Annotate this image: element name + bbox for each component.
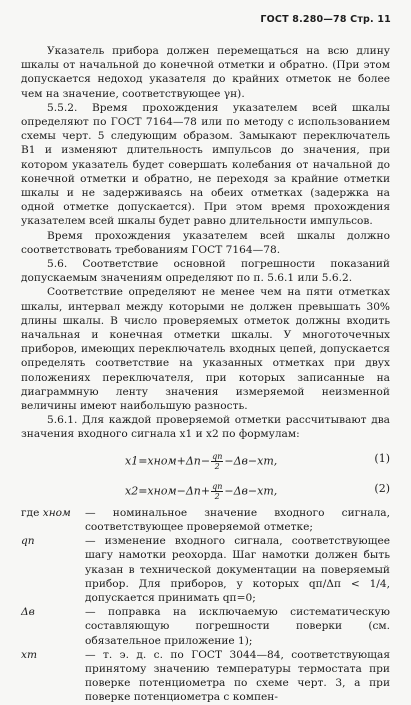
formula-2 (21, 476, 390, 502)
definition-symbol: xт (21, 648, 38, 661)
formula-number: (1) (374, 451, 390, 465)
formula-expression: x2=xном−Δп+ $\frac{qп}{2}$ −Δв−xт, (125, 481, 278, 501)
paragraph: Указатель прибора должен перемещаться на всю длину шкалы от начальной до конечной отметки и обратно. (При этом допускается недоход указателя до крайних отметок не более чем на значение, соответствующее γн). (21, 45, 390, 100)
paragraph: 5.6. Соответствие основной погрешности показаний допускаемым значениям определяют по п. 5.6.1 или 5.6.2. (21, 258, 390, 285)
definition-text: — т. э. д. с. по ГОСТ 3044—84, соответствующая принятому значению температуры термостата при поверке потенциометра по схеме черт. 3, а при поверке потенциометра с компен- (85, 648, 390, 704)
document-body (21, 44, 390, 705)
paragraph: 5.5.2. Время прохождения указателем всей шкалы определяют по ГОСТ 7164—78 или по методу с использованием схемы черт. 5 следующим образом. Замыкают переключатель B1 и изменяют длительность импульсов до значения, при котором указатель будет совершать колебания от начальной до конечной отметки и обратно, не переходя за крайние отметки шкалы и не задерживаясь на обеих отметках (задержка на одной отметке допускается). При этом время прохождения указателем всей шкалы будет равно длительности импульсов. (21, 101, 390, 228)
formula-expression: x1=xном+Δп− $\frac{qп}{2}$ −Δв−xт, (125, 451, 278, 471)
definition-item (21, 605, 390, 648)
paragraph: Соответствие определяют не менее чем на пяти отметках шкалы, интервал между которыми не должен превышать 30% длины шкалы. В число проверяемых отметок должны входить начальная и конечная отметки шкалы. У многоточечных приборов, имеющих переключатель входных цепей, допускается определять соответствие на указанных отметках при двух положениях переключателя, при которых записанные на диаграммную ленту значения измеряемой неизменной величины имеют наибольшую разность. (21, 286, 390, 413)
fraction: $\frac{qп}{2}$ (212, 481, 223, 501)
definition-text: — номинальное значение входного сигнала, соответствующее проверяемой отметке; (85, 506, 390, 533)
definition-symbol: Δв (21, 606, 35, 619)
page-header: ГОСТ 8.280—78 Стр. 11 (260, 14, 391, 25)
definition-text: — поправка на исключаемую систематическую составляющую погрешности поверки (см. обязательное приложение 1); (85, 606, 390, 647)
definition-item (21, 534, 390, 605)
paragraph: Время прохождения указателем всей шкалы должно соответствовать требованиям ГОСТ 7164—78. (21, 229, 390, 256)
formula-number: (2) (374, 481, 390, 495)
paragraph: 5.6.1. Для каждой проверяемой отметки рассчитывают два значения входного сигнала x1 и x2 по формулам: (21, 414, 390, 441)
fraction: $\frac{qп}{2}$ (212, 451, 223, 471)
formula-1 (21, 446, 390, 472)
definition-symbol: qп (21, 535, 35, 548)
definition-text: — изменение входного сигнала, соответствующее шагу намотки реохорда. Шаг намотки должен быть указан в технической документации на поверяемый прибор. Для приборов, у которых qп/Δп < 1/4, допускается принимать qп=0; (85, 535, 390, 604)
definitions-list (21, 506, 390, 705)
definition-symbol: где xном (21, 506, 71, 519)
definition-item (21, 506, 390, 534)
definition-item (21, 648, 390, 705)
